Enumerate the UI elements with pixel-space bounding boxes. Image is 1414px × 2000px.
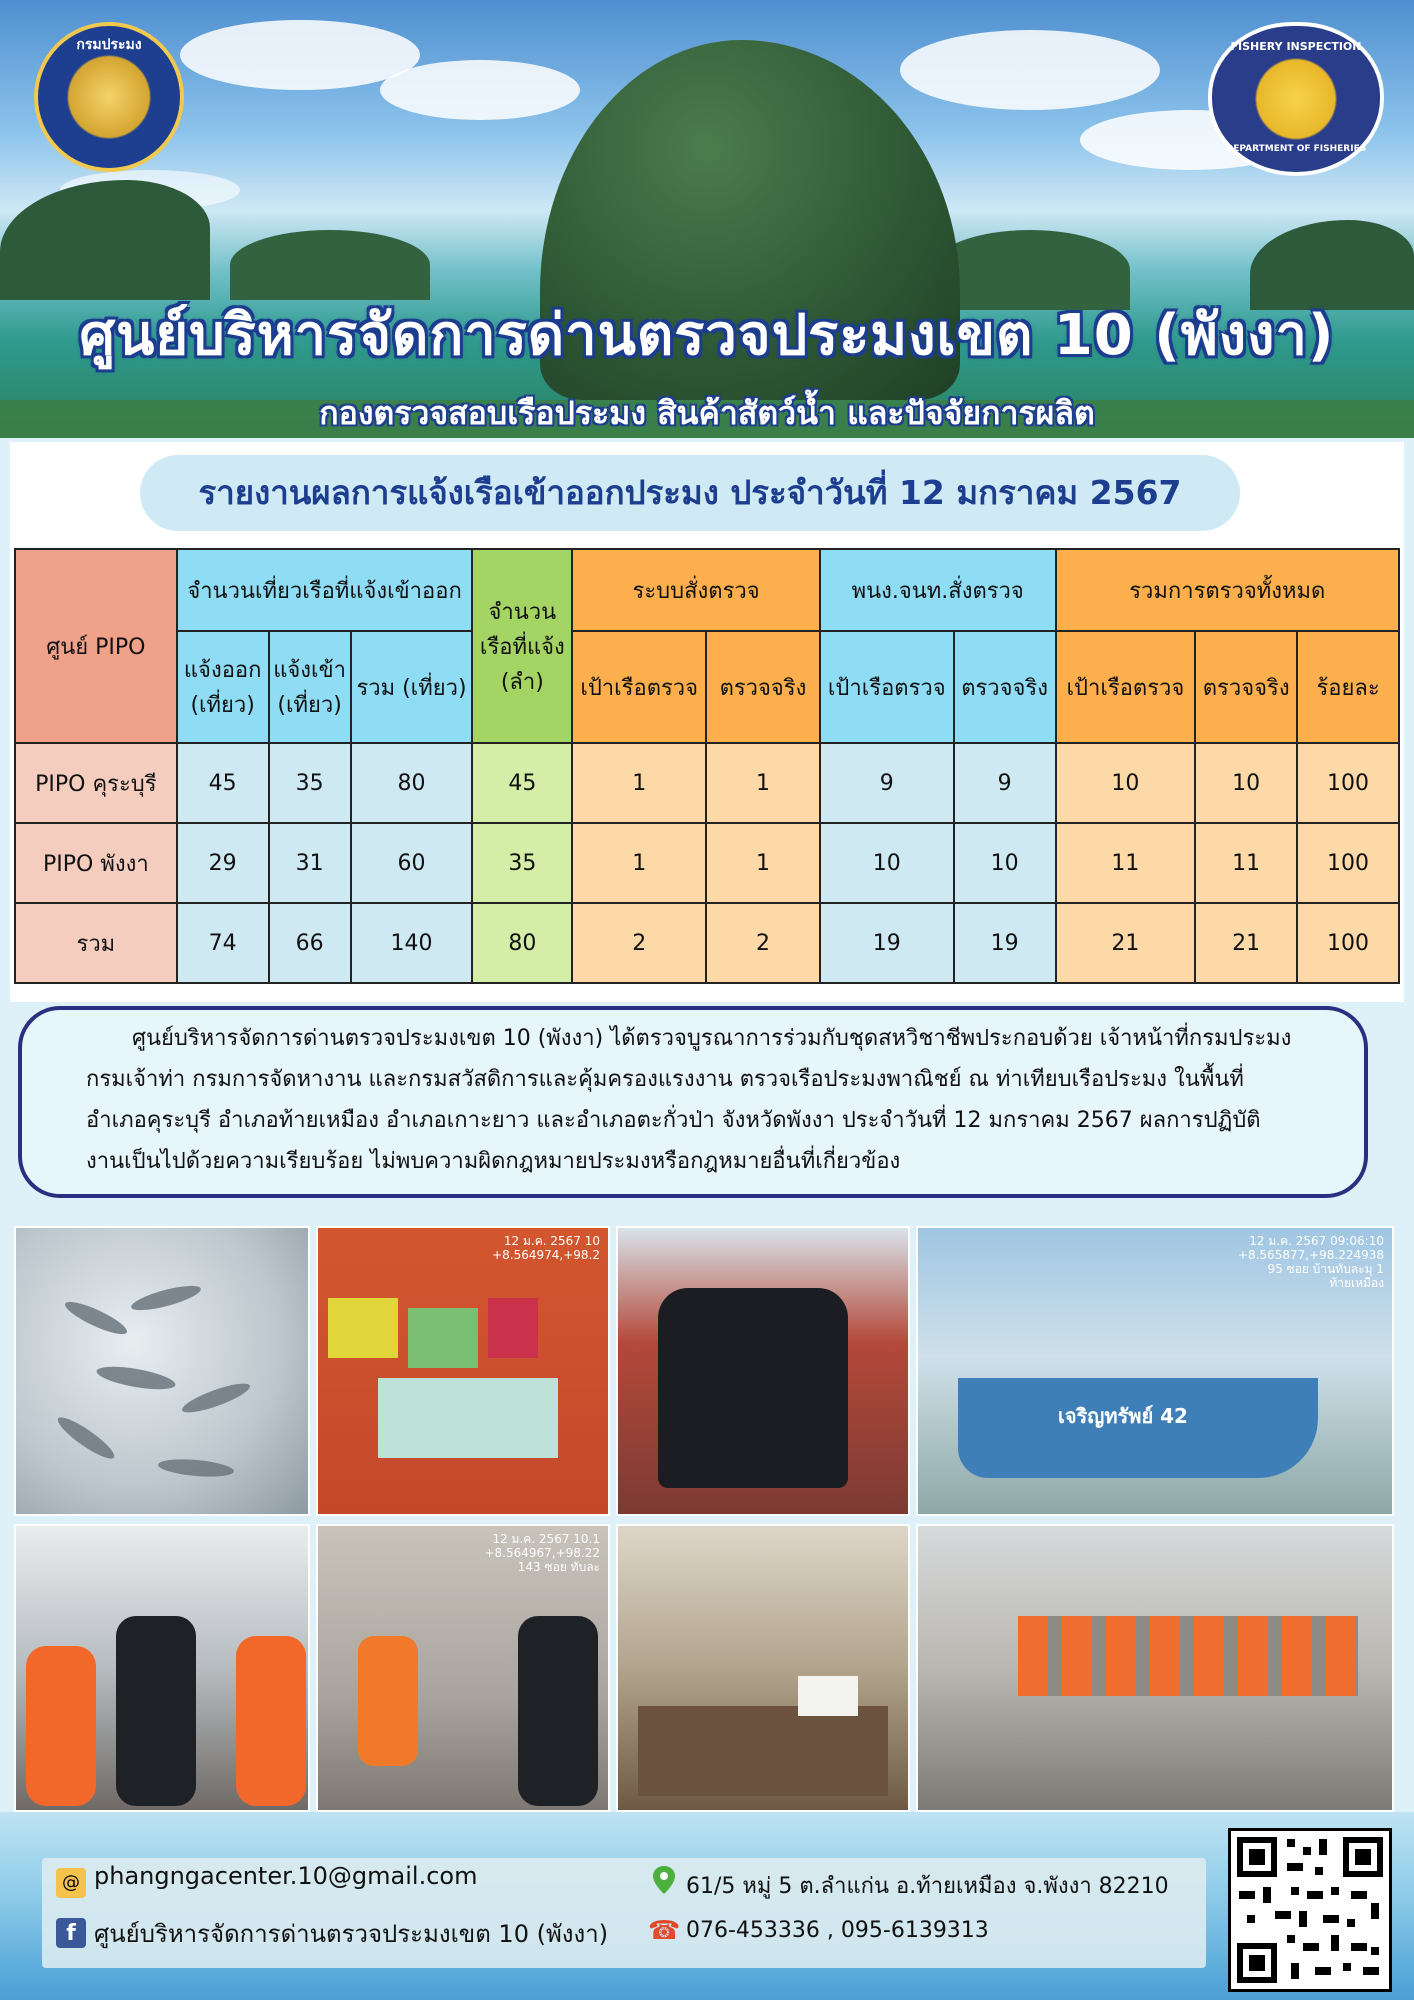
header-percent: ร้อยละ	[1297, 631, 1399, 743]
header-system-actual: ตรวจจริง	[706, 631, 820, 743]
cell-total: 140	[351, 903, 473, 983]
cell-sys-target: 2	[572, 903, 706, 983]
cell-in: 35	[269, 743, 351, 823]
cell-out: 45	[177, 743, 269, 823]
officer	[518, 1616, 598, 1806]
crew-line	[1018, 1616, 1358, 1696]
row-name: PIPO คุระบุรี	[15, 743, 177, 823]
cell-all-target: 21	[1056, 903, 1196, 983]
cell-off-actual: 19	[954, 903, 1056, 983]
cell-all-actual: 21	[1195, 903, 1297, 983]
cell-in: 66	[269, 903, 351, 983]
cell-sys-actual: 1	[706, 823, 820, 903]
officer	[116, 1616, 196, 1806]
photo-document-check	[316, 1524, 610, 1812]
header-trips-group: จำนวนเที่ยวเรือที่แจ้งเข้าออก	[177, 549, 473, 631]
cell-out: 29	[177, 823, 269, 903]
life-vest	[26, 1646, 96, 1806]
photo-stamp: 12 ม.ค. 2567 10.1 +8.564967,+98.22 143 ซอย ทับละ	[484, 1532, 600, 1574]
cell-total: 80	[351, 743, 473, 823]
photo-crates-on-deck	[316, 1226, 610, 1516]
paragraph-line-4: งานเป็นไปด้วยความเรียบร้อย ไม่พบความผิดกฎหมายประมงหรือกฎหมายอื่นที่เกี่ยวข้อง	[86, 1149, 901, 1174]
paragraph-line	[52, 1018, 1354, 1059]
fish-icon	[16, 1228, 310, 1516]
header-officer-target: เป้าเรือตรวจ	[820, 631, 954, 743]
header-overall-target: เป้าเรือตรวจ	[1056, 631, 1196, 743]
header-total: รวม (เที่ยว)	[351, 631, 473, 743]
photo-inspection-crew	[14, 1524, 310, 1812]
contact-phone: 076-453336 , 095-6139313	[686, 1918, 989, 1943]
cell-total: 60	[351, 823, 473, 903]
cell-off-target: 9	[820, 743, 954, 823]
location-pin-icon	[650, 1864, 678, 1896]
life-vest	[236, 1636, 306, 1806]
cell-boats: 80	[472, 903, 572, 983]
cell-all-actual: 11	[1195, 823, 1297, 903]
cell-off-target: 19	[820, 903, 954, 983]
photo-stamp: 12 ม.ค. 2567 10 +8.564974,+98.2	[492, 1234, 600, 1262]
report-title: รายงานผลการแจ้งเรือเข้าออกประมง ประจำวันที่ 12 มกราคม 2567	[140, 455, 1240, 531]
paragraph-line-2: กรมเจ้าท่า กรมการจัดหางาน และกรมสวัสดิการและคุ้มครองแรงงาน ตรวจเรือประมงพาณิชย์ ณ ท่าเทียบเรือประมง ในพื้นที่	[86, 1067, 1244, 1092]
summary-paragraph	[18, 1006, 1368, 1198]
table-row-total	[15, 903, 1399, 983]
pipo-report-table	[14, 548, 1400, 984]
cloud	[380, 60, 580, 120]
photo-desk-inspection	[616, 1524, 910, 1812]
department-of-fisheries-logo	[34, 22, 184, 172]
header-overall-group: รวมการตรวจทั้งหมด	[1056, 549, 1399, 631]
phone-icon: ☎	[648, 1916, 681, 1946]
cell-percent: 100	[1297, 823, 1399, 903]
table-row	[15, 823, 1399, 903]
cloud	[900, 30, 1160, 110]
cell-boats: 45	[472, 743, 572, 823]
row-name: PIPO พังงา	[15, 823, 177, 903]
contact-email[interactable]: phangngacenter.10@gmail.com	[94, 1862, 478, 1890]
desk	[638, 1706, 888, 1796]
table-row	[15, 743, 1399, 823]
cell-in: 31	[269, 823, 351, 903]
cell-percent: 100	[1297, 903, 1399, 983]
net-pile	[658, 1288, 848, 1488]
contact-address: 61/5 หมู่ 5 ต.ลำแก่น อ.ท้ายเหมือง จ.พังงา 82210	[686, 1874, 1169, 1899]
photo-fish-on-ice	[14, 1226, 310, 1516]
cell-sys-actual: 2	[706, 903, 820, 983]
cell-all-target: 11	[1056, 823, 1196, 903]
boat-name: เจริญทรัพย์ 42	[1058, 1404, 1188, 1428]
header-system-group: ระบบสั่งตรวจ	[572, 549, 820, 631]
header-out: แจ้งออก (เที่ยว)	[177, 631, 269, 743]
cell-all-target: 10	[1056, 743, 1196, 823]
qr-code[interactable]	[1228, 1828, 1392, 1992]
paragraph-line-1: ศูนย์บริหารจัดการด่านตรวจประมงเขต 10 (พังงา) ได้ตรวจบูรณาการร่วมกับชุดสหวิชาชีพประกอบด้วย เจ้าหน้าที่กรมประมง	[132, 1026, 1292, 1051]
photo-fishing-net	[616, 1226, 910, 1516]
header-system-target: เป้าเรือตรวจ	[572, 631, 706, 743]
cell-boats: 35	[472, 823, 572, 903]
photo-fishing-boat	[916, 1226, 1394, 1516]
cell-percent: 100	[1297, 743, 1399, 823]
cell-off-target: 10	[820, 823, 954, 903]
paragraph-line-3: อำเภอคุระบุรี อำเภอท้ายเหมือง อำเภอเกาะยาว และอำเภอตะกั่วป่า จังหวัดพังงา ประจำวันที่ 12 มกราคม 2567 ผลการปฏิบัติ	[86, 1108, 1261, 1133]
facebook-icon: f	[56, 1918, 86, 1948]
header-officer-actual: ตรวจจริง	[954, 631, 1056, 743]
island	[0, 180, 210, 300]
cell-sys-target: 1	[572, 823, 706, 903]
header-boats: จำนวนเรือที่แจ้ง (ลำ)	[472, 549, 572, 743]
email-icon: @	[56, 1868, 86, 1898]
yellow-crate	[328, 1298, 398, 1358]
paragraph-line	[52, 1100, 1354, 1141]
green-crate	[408, 1308, 478, 1368]
photo-group-crew	[916, 1524, 1394, 1812]
red-crate	[488, 1298, 538, 1358]
cloud	[180, 20, 420, 90]
header-center: ศูนย์ PIPO	[15, 549, 177, 743]
paragraph-line	[52, 1141, 1354, 1182]
qr-code-icon	[1231, 1831, 1389, 1989]
row-name: รวม	[15, 903, 177, 983]
cell-off-actual: 10	[954, 823, 1056, 903]
logo-right-bottom-label: DEPARTMENT OF FISHERIES	[1225, 144, 1367, 154]
paragraph-line	[52, 1059, 1354, 1100]
white-box	[798, 1676, 858, 1716]
fishery-inspection-logo	[1208, 22, 1384, 176]
logo-left-label: กรมประมง	[76, 37, 142, 53]
logo-right-top-label: FISHERY INSPECTION	[1230, 40, 1362, 53]
ice-crates	[378, 1378, 558, 1458]
page-title: ศูนย์บริหารจัดการด่านตรวจประมงเขต 10 (พังงา)	[79, 303, 1335, 368]
contact-facebook[interactable]: ศูนย์บริหารจัดการด่านตรวจประมงเขต 10 (พังงา)	[94, 1920, 609, 1948]
cell-out: 74	[177, 903, 269, 983]
header-officer-group: พนง.จนท.สั่งตรวจ	[820, 549, 1056, 631]
cell-off-actual: 9	[954, 743, 1056, 823]
life-vest	[358, 1636, 418, 1766]
cell-sys-actual: 1	[706, 743, 820, 823]
header-overall-actual: ตรวจจริง	[1195, 631, 1297, 743]
cell-sys-target: 1	[572, 743, 706, 823]
header-in: แจ้งเข้า (เที่ยว)	[269, 631, 351, 743]
photo-stamp: 12 ม.ค. 2567 09:06:10 +8.565877,+98.224938 95 ซอย บ้านทับละมุ 1 ท้ายเหมือง	[1237, 1234, 1384, 1290]
cell-all-actual: 10	[1195, 743, 1297, 823]
page-subtitle: กองตรวจสอบเรือประมง สินค้าสัตว์น้ำ และปัจจัยการผลิต	[319, 394, 1095, 432]
